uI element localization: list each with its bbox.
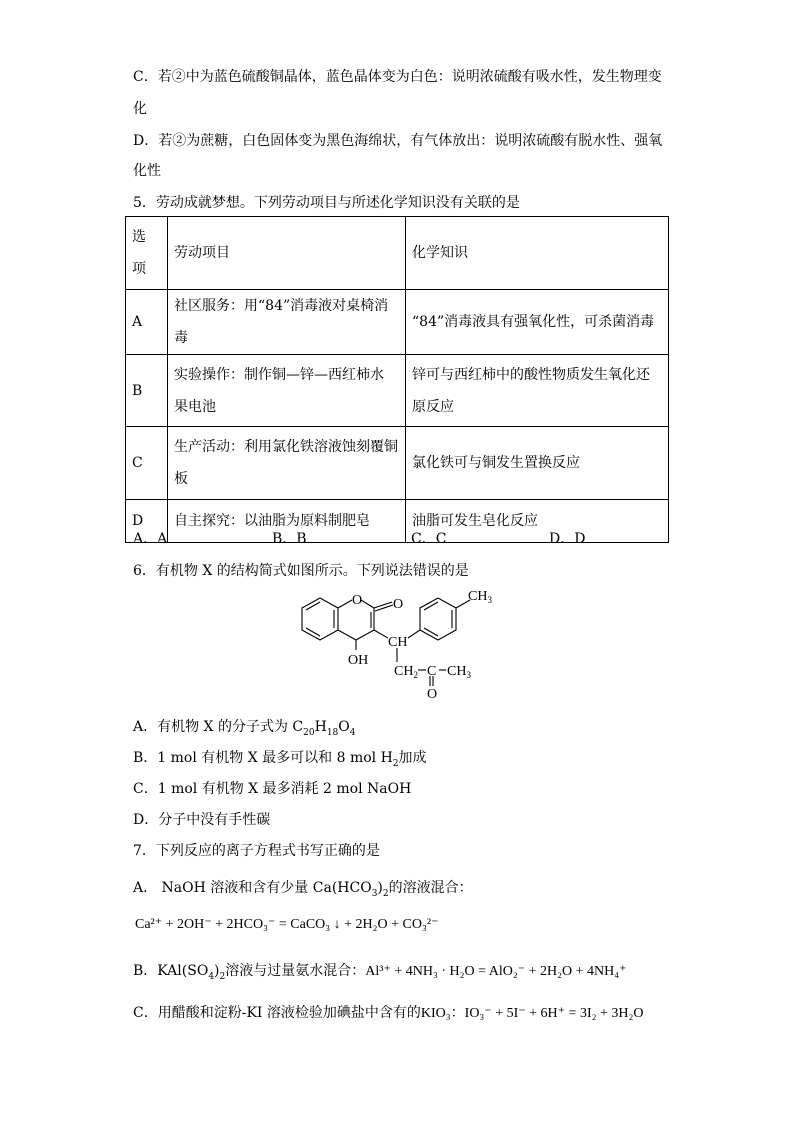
- q5-answer-c: C．C: [411, 531, 447, 547]
- q6-option-a: [133, 716, 355, 736]
- table-row: [126, 355, 669, 427]
- methylene-sub: 2: [413, 670, 418, 680]
- q6-option-b-suffix: 加成: [398, 750, 427, 766]
- table-row: [126, 427, 669, 500]
- q4-option-d-line1: D．若②为蔗糖，白色固体变为黑色海绵状，有气体放出：说明浓硫酸有脱水性、强氧: [133, 133, 663, 149]
- formula-part: ): [377, 880, 383, 896]
- row-project: 社区服务：用“84”消毒液对桌椅消毒: [168, 290, 406, 355]
- header-option-text-2: 项: [132, 261, 146, 277]
- q6-option-d: D．分子中没有手性碳: [133, 812, 271, 828]
- header-option-cell: [126, 217, 168, 290]
- q7-option-b-equation: Al³⁺ + 4NH₃ · H₂O = AlO₂⁻ + 2H₂O + 4NH₄⁺: [365, 964, 627, 979]
- q7-option-a-text: A． NaOH 溶液和含有少量 Ca: [133, 880, 332, 896]
- row-project: [168, 427, 406, 500]
- keto-oxygen-label: O: [393, 597, 404, 612]
- formula-element: O: [338, 719, 350, 735]
- methylene-label: [394, 664, 418, 680]
- table-header-row: [126, 217, 669, 290]
- row-project-line: 板: [174, 471, 188, 487]
- q5-answer-d: D．D: [549, 531, 586, 547]
- row-project-line: 生产活动：利用氯化铁溶液蚀刻覆铜: [174, 439, 398, 455]
- q6-option-b: [133, 747, 427, 767]
- row-project: 自主探究：以油脂为原料制肥皂: [168, 500, 406, 543]
- formula-subscript: 18: [326, 727, 339, 738]
- q6-stem: 6．有机物 X 的结构简式如图所示。下列说法错误的是: [133, 563, 469, 579]
- ring-oxygen-label: O: [352, 593, 363, 608]
- q6-structure-diagram: [290, 588, 500, 700]
- row-project-line: 果电池: [174, 398, 216, 415]
- q5-stem: 5．劳动成就梦想。下列劳动项目与所述化学知识没有关联的是: [133, 195, 520, 211]
- terminal-methyl-label: [447, 664, 471, 680]
- row-option: A: [126, 290, 168, 355]
- terminal-methyl-sub: 3: [466, 670, 471, 680]
- row-option: C: [126, 427, 168, 500]
- q5-answer-b: B．B: [272, 531, 307, 547]
- q7-option-c-colon: ：: [450, 1005, 465, 1021]
- q7-option-a-equation: Ca²⁺ + 2OH⁻ + 2HCO₃⁻ = CaCO₃ ↓ + 2H₂O + CO₃²⁻: [135, 917, 439, 932]
- methylene-text: CH: [394, 664, 414, 679]
- carbonyl-carbon-label: C: [427, 664, 437, 679]
- header-option-text-1: 选: [132, 229, 146, 245]
- q7-option-a-suffix: 的溶液混合：: [388, 880, 473, 896]
- q6-option-c: C．1 mol 有机物 X 最多消耗 2 mol NaOH: [133, 781, 412, 797]
- table-row: [126, 500, 669, 543]
- formula-subscript: 4: [349, 727, 356, 738]
- header-knowledge-cell: 化学知识: [406, 217, 669, 290]
- aryl-methyl-text: CH: [468, 589, 488, 604]
- q7-option-a: [133, 877, 473, 897]
- row-project: [168, 355, 406, 427]
- q6-option-b-text: B．1 mol 有机物 X 最多可以和 8 mol H: [133, 750, 393, 766]
- q4-option-c-line2: 化: [133, 101, 147, 117]
- row-option: D: [126, 500, 168, 543]
- terminal-methyl-text: CH: [447, 664, 467, 679]
- formula-subscript: 2: [219, 971, 226, 982]
- q4-option-c-line1: C．若②中为蓝色硫酸铜晶体，蓝色晶体变为白色：说明浓硫酸有吸水性，发生物理变: [133, 69, 662, 85]
- q7-option-c: [133, 1002, 643, 1022]
- row-knowledge: [406, 355, 669, 427]
- table-row: [126, 290, 669, 355]
- aryl-methyl-label: [468, 589, 492, 605]
- formula-subscript: 2: [382, 888, 389, 899]
- q7-option-c-equation: IO₃⁻ + 5I⁻ + 6H⁺ = 3I₂ + 3H₂O: [464, 1006, 644, 1021]
- formula-subscript: 3: [371, 888, 378, 899]
- row-option: B: [126, 355, 168, 427]
- hydroxyl-label: OH: [348, 653, 369, 668]
- aryl-methyl-sub: 3: [487, 595, 492, 605]
- formula-element: H: [314, 719, 327, 735]
- methine-label: CH: [388, 635, 408, 650]
- formula-part: KIO₃: [420, 1006, 451, 1021]
- q5-table: [125, 216, 669, 543]
- q7-option-b: [133, 960, 627, 980]
- row-knowledge-line: 原反应: [412, 398, 454, 415]
- formula-subscript: 4: [208, 971, 215, 982]
- q7-stem: 7．下列反应的离子方程式书写正确的是: [133, 843, 380, 859]
- q6-option-a-text: A．有机物 X 的分子式为 C: [133, 719, 304, 735]
- formula-part: ): [214, 963, 220, 979]
- q4-option-d-line2: 化性: [133, 163, 161, 179]
- row-knowledge-line: 锌可与西红柿中的酸性物质发生氧化还: [412, 366, 650, 383]
- formula-part: (SO: [181, 963, 209, 979]
- formula-subscript: 20: [303, 727, 315, 738]
- header-project-cell: 劳动项目: [168, 217, 406, 290]
- q5-answer-a: A．A: [133, 531, 168, 547]
- carbonyl-oxygen-label: O: [427, 687, 438, 700]
- row-knowledge: 油脂可发生皂化反应: [406, 500, 669, 543]
- formula-part: (HCO: [331, 880, 372, 896]
- row-project-line: 实验操作：制作铜—锌—西红柿水: [174, 366, 384, 383]
- row-knowledge: 氯化铁可与铜发生置换反应: [406, 427, 669, 500]
- row-knowledge: “84”消毒液具有强氧化性，可杀菌消毒: [406, 290, 669, 355]
- q7-option-c-text: C．用醋酸和淀粉-KI 溶液检验加碘盐中含有的: [133, 1005, 421, 1021]
- formula-subscript: 2: [392, 758, 399, 769]
- q7-option-b-mid: 溶液与过量氨水混合：: [225, 963, 366, 979]
- q7-option-b-text: B．KAl: [133, 963, 182, 979]
